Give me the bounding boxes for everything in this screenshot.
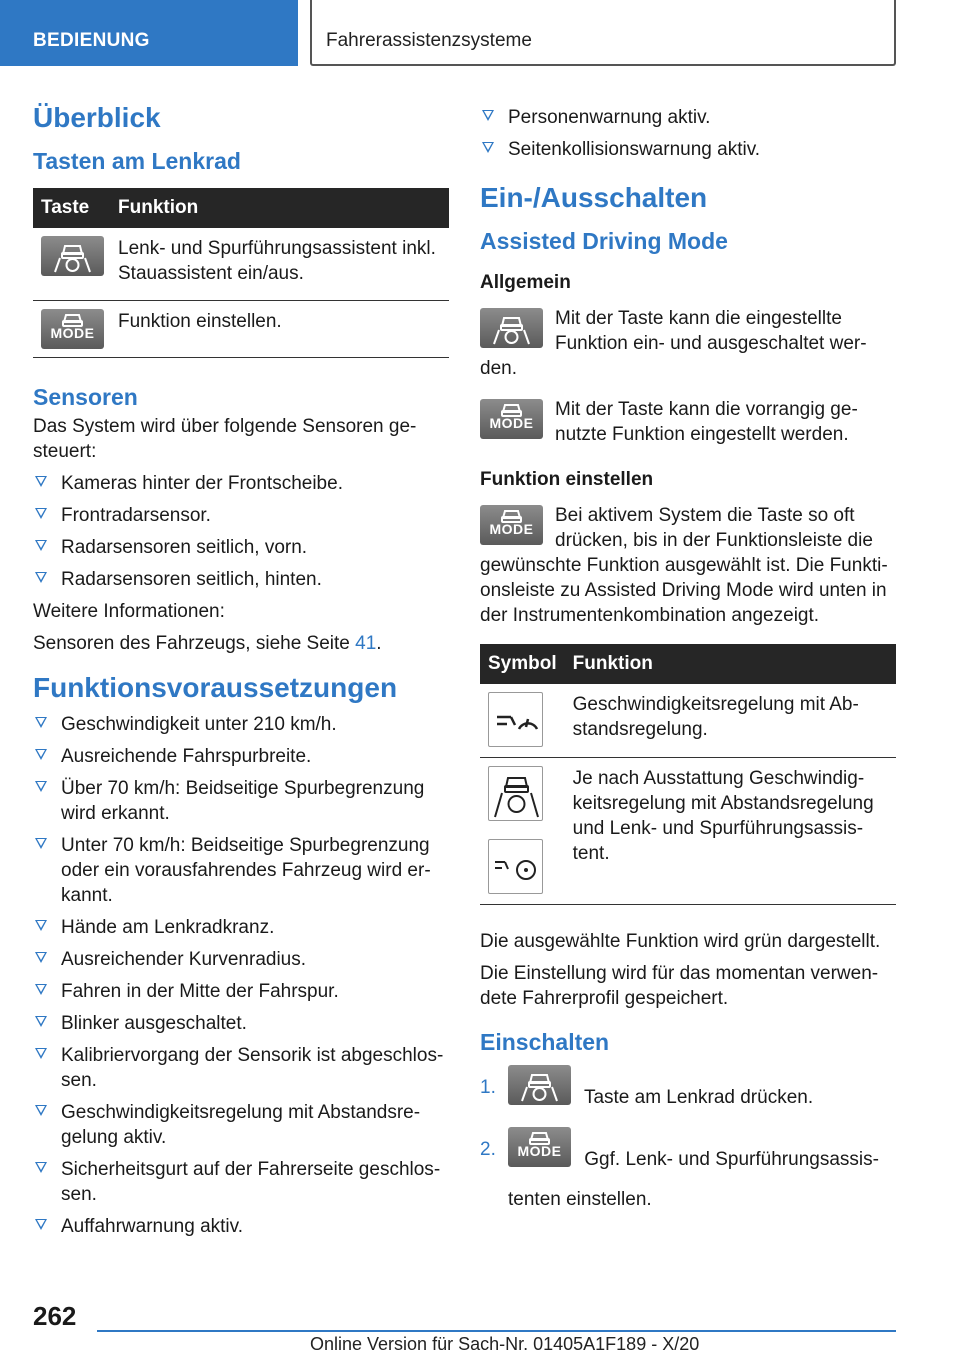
profile-note: Die Einstellung wird für das momentan verwendete Fahrerprofil gespeichert. <box>480 963 879 1009</box>
bullet-triangle-icon <box>35 781 47 792</box>
page-number: 262 <box>33 1301 77 1331</box>
footer-divider <box>97 1330 896 1332</box>
sensors-list <box>33 471 449 592</box>
list-item: Unter 70 km/h: Beidseitige Spurbegrenzung oder ein vorausfahrendes Fahrzeug wird erkannt. <box>33 833 449 908</box>
bullet-triangle-icon <box>35 540 47 551</box>
step-number: 1. <box>480 1077 496 1098</box>
set-function-paragraph: MODE Bei aktivem System die Taste so oft drücken, bis in der Funktionsleiste die gewünschte Funktion ausgewählt ist. Die Funktionsleiste zu Assisted Driving Mode wird unten in der Instrumentenkombination angezeigt. <box>480 505 888 626</box>
list-item: Auffahrwarnung aktiv. <box>33 1214 449 1239</box>
bullet-triangle-icon <box>35 508 47 519</box>
mode-button-icon <box>480 505 543 545</box>
list-item: Seitenkollisionswarnung aktiv. <box>480 137 896 162</box>
bullet-triangle-icon <box>35 1162 47 1173</box>
mode-button-icon <box>41 309 104 349</box>
table-cell: Je nach Ausstattung Geschwindigkeitsregelung mit Abstandsregelung und Lenk- und Spurführungsassistent. <box>565 758 896 905</box>
mode-label: MODE <box>50 325 95 341</box>
list-item: Blinker ausgeschaltet. <box>33 1011 449 1036</box>
list-item: Sicherheitsgurt auf der Fahrerseite geschlossen. <box>33 1157 449 1207</box>
table-header-key: Taste <box>33 188 110 228</box>
lane-steering-icon <box>488 766 543 821</box>
list-item: 1. Taste am Lenkrad drücken. <box>480 1065 896 1105</box>
list-item: Geschwindigkeitsregelung mit Abstandsregelung aktiv. <box>33 1100 449 1150</box>
bullet-triangle-icon <box>35 920 47 931</box>
bullet-triangle-icon <box>35 572 47 583</box>
bullet-triangle-icon <box>35 952 47 963</box>
list-item: Fahren in der Mitte der Fahrspur. <box>33 979 449 1004</box>
lane-assist-button-icon <box>480 308 543 348</box>
list-item: Kameras hinter der Frontscheibe. <box>33 471 449 496</box>
chapter-title: Fahrerassistenzsysteme <box>310 0 896 66</box>
bullet-triangle-icon <box>35 984 47 995</box>
step-number: 2. <box>480 1139 496 1160</box>
mode-label: MODE <box>489 415 534 431</box>
footer-text: Online Version für Sach-Nr. 01405A1F189 - X/20 <box>310 1334 700 1354</box>
requirements-list <box>33 712 449 1239</box>
bullet-triangle-icon <box>35 1105 47 1116</box>
right-column <box>480 105 896 1210</box>
onoff-heading: Ein-/Ausschalten <box>480 182 708 213</box>
table-cell: Lenk- und Spurführungsassistent inkl. Stauassistent ein/aus. <box>110 228 449 301</box>
table-row <box>480 758 896 905</box>
sensors-intro: Das System wird über folgende Sensoren gesteuert: <box>33 416 417 462</box>
table-row <box>480 684 896 758</box>
list-item: Radarsensoren seitlich, hinten. <box>33 567 449 592</box>
list-item: Frontradarsensor. <box>33 503 449 528</box>
more-info-reference: Sensoren des Fahrzeugs, siehe Seite 41. <box>33 633 382 654</box>
list-item: Personenwarnung aktiv. <box>480 105 896 130</box>
list-item: 2. MODE Ggf. Lenk- und Spurführungsassistenten einstellen. <box>480 1127 896 1192</box>
lane-assist-button-icon <box>41 236 104 276</box>
requirements-heading: Funktionsvoraussetzungen <box>33 672 398 703</box>
buttons-table <box>33 188 449 358</box>
mode-label: MODE <box>517 1143 562 1159</box>
bullet-triangle-icon <box>35 749 47 760</box>
table-row <box>33 228 449 301</box>
section-tab: BEDIENUNG <box>0 0 298 66</box>
green-note: Die ausgewählte Funktion wird grün dargestellt. <box>480 931 881 952</box>
distance-steering-icon <box>488 839 543 894</box>
more-info-label: Weitere Informationen: <box>33 601 225 622</box>
symbol-table <box>480 644 896 905</box>
list-item: Ausreichender Kurvenradius. <box>33 947 449 972</box>
table-cell: Funktion einstellen. <box>110 301 449 358</box>
bullet-triangle-icon <box>35 1016 47 1027</box>
general-heading: Allgemein <box>480 272 571 293</box>
list-item: Ausreichende Fahrspurbreite. <box>33 744 449 769</box>
page-reference-link[interactable]: 41 <box>355 633 377 654</box>
list-item: Über 70 km/h: Beidseitige Spurbegrenzung wird erkannt. <box>33 776 449 826</box>
table-cell: Geschwindigkeitsregelung mit Abstandsregelung. <box>565 684 896 758</box>
bullet-triangle-icon <box>35 1219 47 1230</box>
table-header-symbol: Symbol <box>480 644 565 684</box>
requirements-list-continued <box>480 105 896 162</box>
list-item: Geschwindigkeit unter 210 km/h. <box>33 712 449 737</box>
table-header-function: Funktion <box>110 188 449 228</box>
mode-button-icon <box>508 1127 571 1167</box>
switch-on-heading: Einschalten <box>480 1029 610 1055</box>
list-item: Hände am Lenkradkranz. <box>33 915 449 940</box>
page-title: Überblick <box>33 102 161 133</box>
general-paragraph-2: MODE Mit der Taste kann die vorrangig genutzte Funktion eingestellt werden. <box>480 397 896 447</box>
bullet-triangle-icon <box>35 838 47 849</box>
bullet-triangle-icon <box>482 142 494 153</box>
bullet-triangle-icon <box>35 1048 47 1059</box>
list-item: Kalibriervorgang der Sensorik ist abgeschlossen. <box>33 1043 449 1093</box>
left-column <box>33 100 449 1246</box>
mode-heading: Assisted Driving Mode <box>480 228 728 254</box>
mode-button-icon <box>480 399 543 439</box>
bullet-triangle-icon <box>482 110 494 121</box>
buttons-heading: Tasten am Lenkrad <box>33 148 241 174</box>
lane-assist-button-icon <box>508 1065 571 1105</box>
mode-label: MODE <box>489 521 534 537</box>
table-header-function: Funktion <box>565 644 896 684</box>
bullet-triangle-icon <box>35 717 47 728</box>
general-paragraph-1: Mit der Taste kann die eingestellte Funktion ein- und ausgeschaltet werden. <box>480 308 867 379</box>
set-function-heading: Funktion einstellen <box>480 469 654 490</box>
bullet-triangle-icon <box>35 476 47 487</box>
cruise-distance-icon <box>488 692 543 747</box>
sensors-heading: Sensoren <box>33 384 138 410</box>
table-row <box>33 301 449 358</box>
list-item: Radarsensoren seitlich, vorn. <box>33 535 449 560</box>
switch-on-steps <box>480 1065 896 1210</box>
